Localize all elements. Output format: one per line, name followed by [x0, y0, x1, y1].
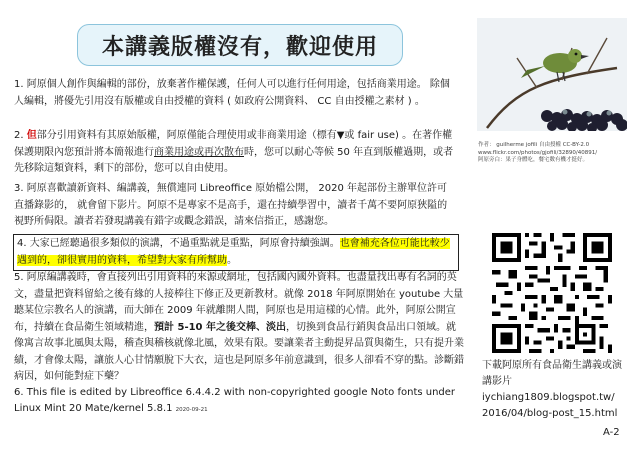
paragraph-1: 1. 阿原個人創作與編輯的部份，放棄著作權保護，任何人可以進行任何用途，包括商業用途。 除個人編輯，將優先引用沒有版權或自由授權的資料 ( 如政府公開資料、 CC 自由授權之素材 ) 。: [14, 79, 450, 107]
download-text-line: 講影片: [482, 376, 512, 387]
photo-credit-line: www.flickr.com/photos/gjofili/32890/40891/: [478, 149, 598, 156]
paragraph-6: [14, 385, 474, 418]
p6-text: 6. This file is edited by Libreoffice 6.4.4.2 with non-copyrighted google Noto fonts under Linux Mint 20 Mate/kernel 5.8.1: [14, 387, 456, 414]
p2-text-1: 部分引用資料有其原始版權，阿原僅能合理使用或非商業用途（標有▼或 fair use) 。在著作權保護期限內您預計將本簡報進行: [14, 130, 453, 158]
p5-text-1: 5. 阿原編講義時，會直接列出引用資料的來源或網址，包括國內國外資料。也盡量找出專有名詞的英文，盡量把資料留給之後有緣的人接棒往下修正及更新教材。就像 2018 年阿原開始在 youtube 大量聽某位宗教名人的演講，而大師在 2009 年就離開人間，阿原也是用這樣的心情。此外，阿原公開宣布，持續在食品衛生領域精進，: [14, 272, 464, 333]
download-link-line[interactable]: iychiang1809.blogspot.tw/: [482, 392, 615, 403]
paragraph-3: 3. 阿原喜歡讀新資料、編講義，無償連同 Libreoffice 原始檔公開， 2020 年起部份主辦單位許可直播錄影的， 就會留下影片。阿原不是專家不是高手，還在持續學習中，讀者千萬不要阿原狹隘的視野所侷限。讀者若發現講義有錯字或觀念錯誤，請來信指正，感謝您。: [14, 183, 448, 227]
download-info: [482, 358, 632, 422]
p2-text-2: 時，您可以耐心等候 50 年直到版權過期，或者先移除這類資料，剩下的部份，您可以自由使用。: [14, 146, 454, 174]
photo-credit-line: 作者： guilherme jofili 自由授權 CC-BY-2.0: [478, 142, 590, 148]
page-number: A-2: [603, 427, 620, 438]
paragraph-5: [14, 270, 464, 386]
download-text-line: 下載阿原所有食品衛生講義或演: [482, 360, 622, 371]
p4-text-1: 4. 大家已經聽過很多類似的演講，不過重點就是重點，阿原會持續強調。: [17, 238, 340, 249]
photo-credit-line: 阿原旁白：果子身體吃，餐宅數有機才挺好。: [478, 157, 589, 163]
p2-red-word: 但: [26, 130, 37, 141]
p5-text-2: ，切換到食品行銷與食品出口領域。就像寓言故事北風與太陽，稽查與稽核就像北風，效果有限。要讓業者主動提昇品質與衛生，只有提升業績，才會像太陽，讓旅人心甘情願脫下大衣，這也是阿原多年前意識到，很多人卻看不穿的點。診斷錯病因，如何能對症下藥？: [14, 321, 464, 382]
page-title: 本講義版權沒有，歡迎使用: [77, 24, 403, 66]
photo-credit: [478, 142, 628, 165]
p6-date: 2020-09-21: [175, 407, 208, 413]
p2-prefix: 2.: [14, 130, 27, 141]
bird-on-branch-photo: [477, 18, 627, 131]
p4-text-2: 。: [227, 254, 237, 266]
p5-bold: 預計 5-10 年之後交棒、淡出: [154, 321, 286, 333]
paragraph-4-boxed: [13, 234, 459, 271]
paragraph-2: [14, 128, 454, 178]
download-link-line[interactable]: 2016/04/blog-post_15.html: [482, 408, 618, 419]
p4-highlight: 也會補充各位可能比較少遇到的，卻很實用的資料，希望對大家有所幫助: [17, 238, 450, 266]
p2-underlined: 商業用途或再次散布: [154, 146, 244, 158]
qr-code[interactable]: [492, 233, 612, 353]
